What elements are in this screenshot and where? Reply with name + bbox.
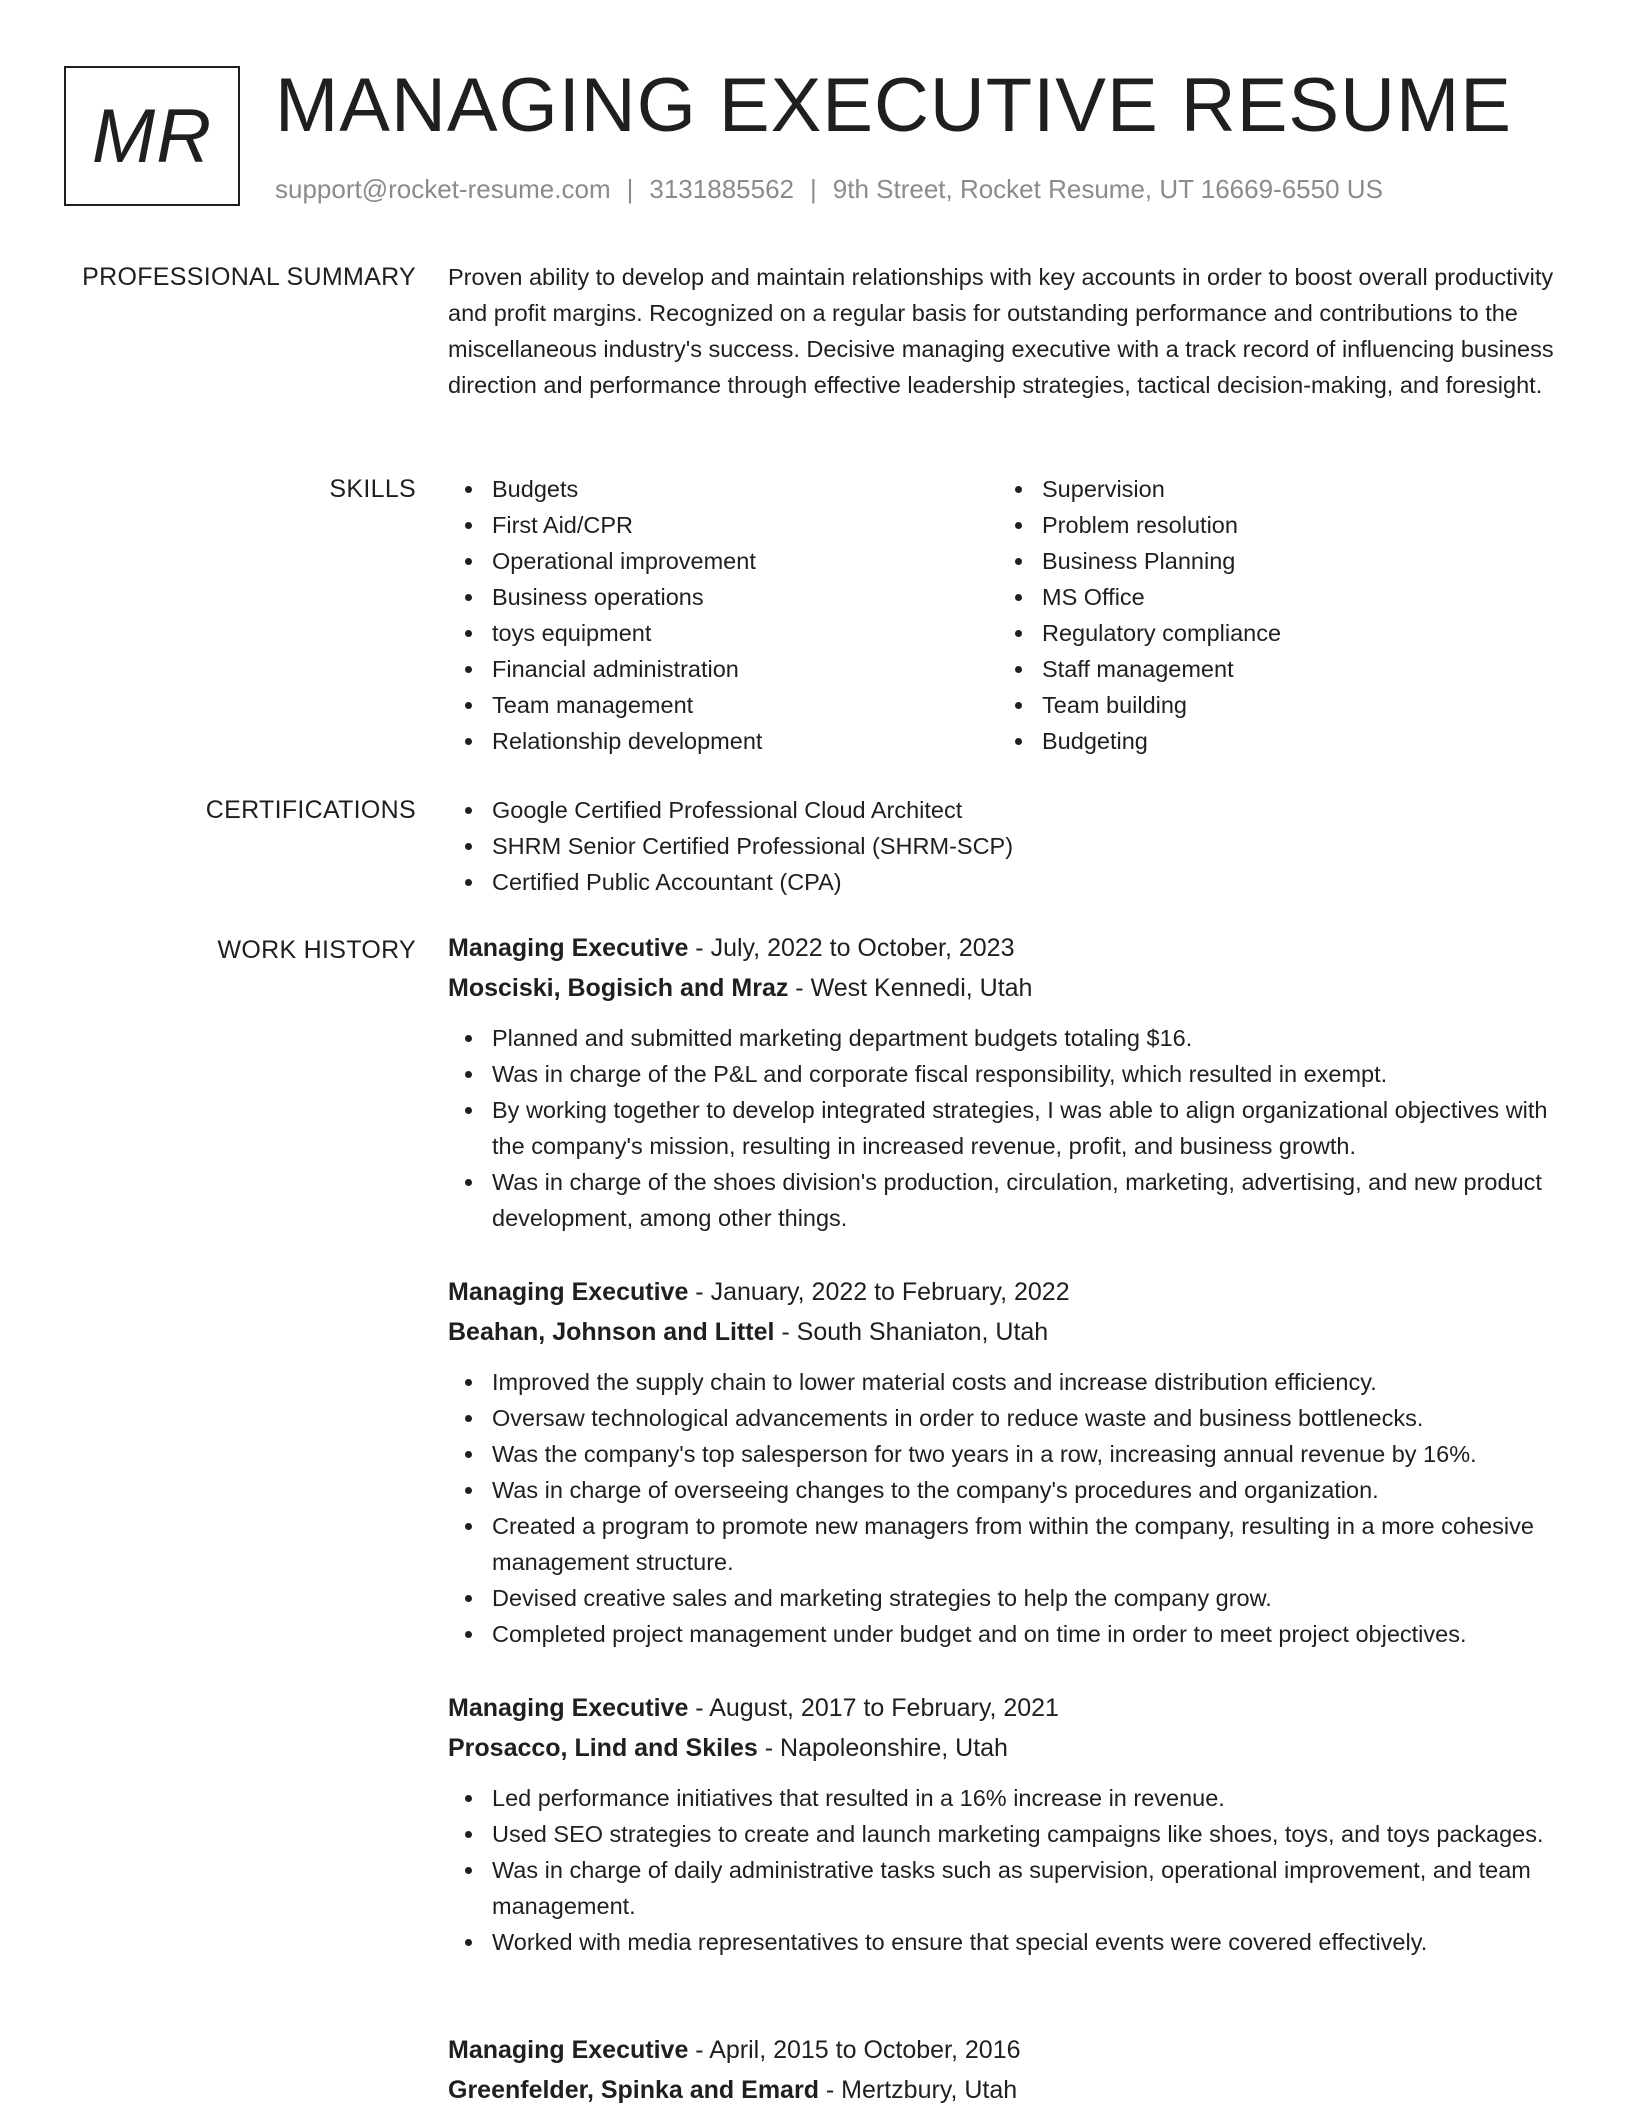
contact-phone: 3131885562 — [649, 174, 794, 204]
certification-item: SHRM Senior Certified Professional (SHRM-SCP) — [492, 828, 1568, 864]
job-bullet: Improved the supply chain to lower material costs and increase distribution efficiency. — [492, 1364, 1568, 1400]
contact-separator: | — [810, 174, 817, 204]
skill-item: Supervision — [1042, 471, 1548, 507]
job-bullet: Devised creative sales and marketing strategies to help the company grow. — [492, 1580, 1568, 1616]
job-entry — [448, 1272, 1568, 1652]
job-title: Managing Executive — [448, 1694, 689, 1722]
job-bullet: Led performance initiatives that resulted in a 16% increase in revenue. — [492, 1780, 1568, 1816]
job-bullet: Was in charge of overseeing changes to the company's procedures and organization. — [492, 1472, 1568, 1508]
job-title: Managing Executive — [448, 934, 689, 962]
skill-item: Budgets — [492, 471, 998, 507]
certification-item: Google Certified Professional Cloud Architect — [492, 792, 1568, 828]
job-company: Mosciski, Bogisich and Mraz — [448, 974, 789, 1002]
certification-item: Certified Public Accountant (CPA) — [492, 864, 1568, 900]
job-dates: - August, 2017 to February, 2021 — [688, 1694, 1059, 1722]
job-bullet: Planned and submitted marketing department budgets totaling $16. — [492, 1020, 1568, 1056]
job-location: - Napoleonshire, Utah — [757, 1734, 1008, 1762]
job-bullet: Was in charge of the shoes division's production, circulation, marketing, advertising, and new product development, among other things. — [492, 1164, 1568, 1236]
skill-item: Problem resolution — [1042, 507, 1548, 543]
job-bullet: Worked with media representatives to ensure that special events were covered effectively. — [492, 1924, 1568, 1960]
job-title-line — [448, 1272, 1568, 1312]
job-title-line — [448, 928, 1568, 968]
skill-item: Regulatory compliance — [1042, 615, 1548, 651]
contact-separator: | — [626, 174, 634, 204]
certifications-body — [448, 792, 1568, 900]
job-title: Managing Executive — [448, 2036, 689, 2064]
job-bullet: Created a program to promote new managers from within the company, resulting in a more cohesive management structure. — [492, 1508, 1568, 1580]
certifications-list — [448, 792, 1568, 900]
job-bullets — [448, 1780, 1568, 1960]
skill-item: Team building — [1042, 687, 1548, 723]
skill-item: Relationship development — [492, 723, 998, 759]
skill-item: MS Office — [1042, 579, 1548, 615]
job-bullet: Was in charge of daily administrative tasks such as supervision, operational improvement, and team management. — [492, 1852, 1568, 1924]
job-bullet: Completed project management under budget and on time in order to meet project objectives. — [492, 1616, 1568, 1652]
job-bullets — [448, 1364, 1568, 1652]
section-label-summary: PROFESSIONAL SUMMARY — [82, 263, 416, 291]
summary-text: Proven ability to develop and maintain relationships with key accounts in order to boost overall productivity and profit margins. Recognized on a regular basis for outstanding performance and contributions to the miscellaneous industry's success. Decisive managing executive with a track record of influencing business direction and performance through effective leadership strategies, tactical decision-making, and foresight. — [448, 264, 1554, 398]
skill-item: Financial administration — [492, 651, 998, 687]
job-company-line — [448, 1728, 1568, 1768]
job-company-line — [448, 2070, 1568, 2110]
job-bullet: By working together to develop integrated strategies, I was able to align organizational objectives with the company's mission, resulting in increased revenue, profit, and business growth. — [492, 1092, 1568, 1164]
section-label-skills: SKILLS — [329, 475, 416, 503]
job-title: Managing Executive — [448, 1278, 689, 1306]
skills-grid — [448, 471, 1568, 759]
summary-body — [448, 259, 1568, 403]
job-bullet: Was in charge of the P&L and corporate fiscal responsibility, which resulted in exempt. — [492, 1056, 1568, 1092]
skill-item: Business operations — [492, 579, 998, 615]
skills-column-right — [998, 471, 1548, 759]
job-company-line — [448, 1312, 1568, 1352]
job-title-line — [448, 2030, 1568, 2070]
skill-item: Team management — [492, 687, 998, 723]
contact-line — [275, 174, 1383, 205]
skill-item: Business Planning — [1042, 543, 1548, 579]
skills-list-right — [998, 471, 1548, 759]
job-title-line — [448, 1688, 1568, 1728]
job-bullet: Oversaw technological advancements in order to reduce waste and business bottlenecks. — [492, 1400, 1568, 1436]
job-company: Beahan, Johnson and Littel — [448, 1318, 775, 1346]
skills-column-left — [448, 471, 998, 759]
job-bullet: Used SEO strategies to create and launch marketing campaigns like shoes, toys, and toys packages. — [492, 1816, 1568, 1852]
job-company: Greenfelder, Spinka and Emard — [448, 2076, 819, 2104]
skill-item: Staff management — [1042, 651, 1548, 687]
job-dates: - April, 2015 to October, 2016 — [688, 2036, 1021, 2064]
job-location: - Mertzbury, Utah — [818, 2076, 1018, 2104]
job-dates: - July, 2022 to October, 2023 — [688, 934, 1015, 962]
job-dates: - January, 2022 to February, 2022 — [688, 1278, 1070, 1306]
job-entry — [448, 2030, 1568, 2110]
skill-item: toys equipment — [492, 615, 998, 651]
job-location: - West Kennedi, Utah — [788, 974, 1033, 1002]
resume-header — [64, 63, 1564, 216]
resume-title: MANAGING EXECUTIVE RESUME — [275, 63, 1512, 148]
job-company-line — [448, 968, 1568, 1008]
job-location: - South Shaniaton, Utah — [774, 1318, 1049, 1346]
job-entry — [448, 928, 1568, 1236]
contact-address: 9th Street, Rocket Resume, UT 16669-6550 US — [832, 174, 1383, 204]
monogram-badge: MR — [64, 66, 240, 206]
job-entry — [448, 1688, 1568, 1960]
contact-email: support@rocket-resume.com — [275, 174, 611, 204]
skills-list-left — [448, 471, 998, 759]
skill-item: First Aid/CPR — [492, 507, 998, 543]
skills-body — [448, 471, 1568, 759]
job-company: Prosacco, Lind and Skiles — [448, 1734, 758, 1762]
skill-item: Budgeting — [1042, 723, 1548, 759]
job-bullet: Was the company's top salesperson for two years in a row, increasing annual revenue by 16%. — [492, 1436, 1568, 1472]
section-label-work-history: WORK HISTORY — [217, 936, 416, 964]
job-bullets — [448, 1020, 1568, 1236]
skill-item: Operational improvement — [492, 543, 998, 579]
section-label-certifications: CERTIFICATIONS — [205, 796, 416, 824]
